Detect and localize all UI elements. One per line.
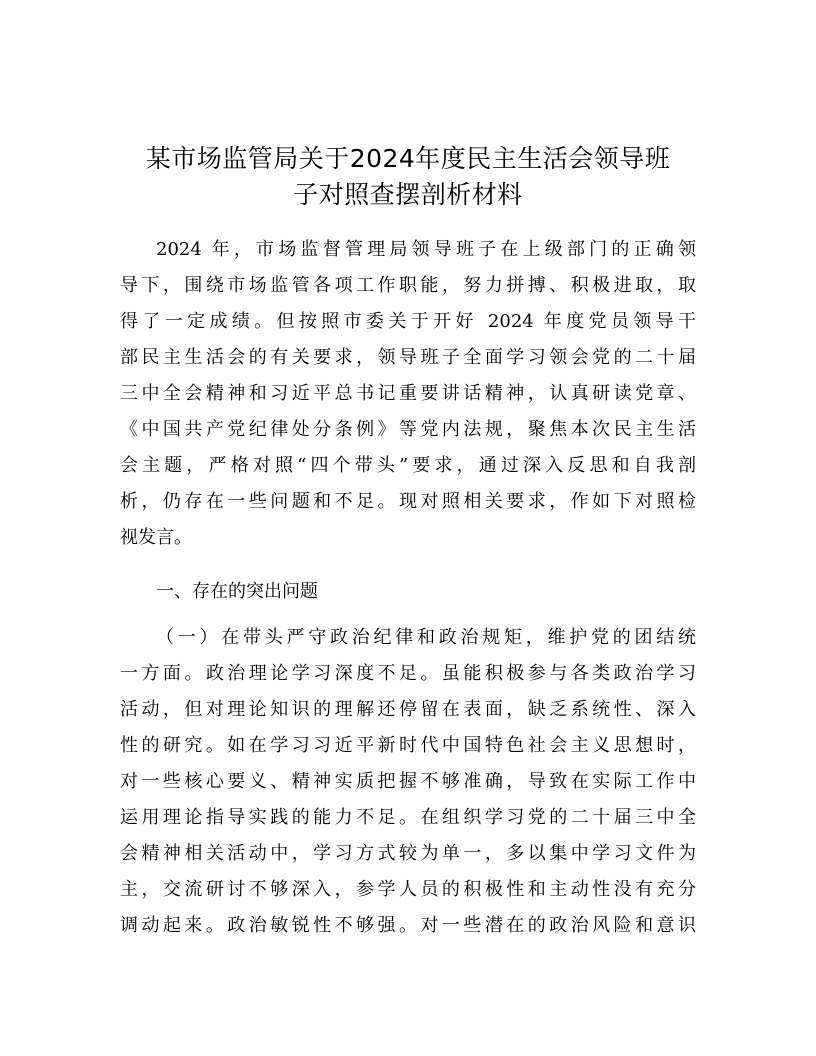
intro-paragraph	[120, 232, 696, 556]
paragraph-line: 会精神相关活动中，学习方式较为单一，多以集中学习文件为	[120, 843, 696, 864]
paragraph-line: 运用理论指导实践的能力不足。在组织学习党的二十届三中全	[120, 807, 696, 828]
subsection-paragraph	[120, 620, 696, 944]
paragraph-line: 视发言。	[120, 527, 192, 548]
paragraph-line: 三中全会精神和习近平总书记重要讲话精神，认真研读党章、	[120, 383, 696, 404]
title-line-1: 某市场监管局关于2024年度民主生活会领导班	[145, 144, 671, 173]
paragraph-line: 调动起来。政治敏锐性不够强。对一些潜在的政治风险和意识	[120, 915, 696, 936]
paragraph-line: 析，仍存在一些问题和不足。现对照相关要求，作如下对照检	[120, 491, 696, 512]
paragraph-line: 性的研究。如在学习习近平新时代中国特色社会主义思想时，	[120, 735, 696, 756]
paragraph-line: 会主题，严格对照“四个带头”要求，通过深入反思和自我剖	[120, 455, 696, 476]
paragraph-line: 一方面。政治理论学习深度不足。虽能积极参与各类政治学习	[120, 663, 696, 684]
paragraph-line: 活动，但对理论知识的理解还停留在表面，缺乏系统性、深入	[120, 699, 696, 720]
paragraph-line: 导下，围绕市场监管各项工作职能，努力拼搏、积极进取，取	[120, 275, 696, 296]
paragraph-line: 2024 年，市场监督管理局领导班子在上级部门的正确领	[156, 239, 696, 260]
section-heading: 一、存在的突出问题	[156, 581, 318, 602]
paragraph-line: 部民主生活会的有关要求，领导班子全面学习领会党的二十届	[120, 347, 696, 368]
paragraph-line: （一）在带头严守政治纪律和政治规矩，维护党的团结统	[156, 627, 696, 648]
paragraph-line: 得了一定成绩。但按照市委关于开好 2024 年度党员领导干	[120, 311, 696, 332]
paragraph-line: 《中国共产党纪律处分条例》等党内法规，聚焦本次民主生活	[120, 419, 696, 440]
paragraph-line: 对一些核心要义、精神实质把握不够准确，导致在实际工作中	[120, 771, 696, 792]
section-heading-block	[120, 574, 696, 610]
paragraph-line: 主，交流研讨不够深入，参学人员的积极性和主动性没有充分	[120, 879, 696, 900]
title-line-2: 子对照查摆剖析材料	[293, 180, 523, 209]
document-title	[100, 141, 716, 213]
